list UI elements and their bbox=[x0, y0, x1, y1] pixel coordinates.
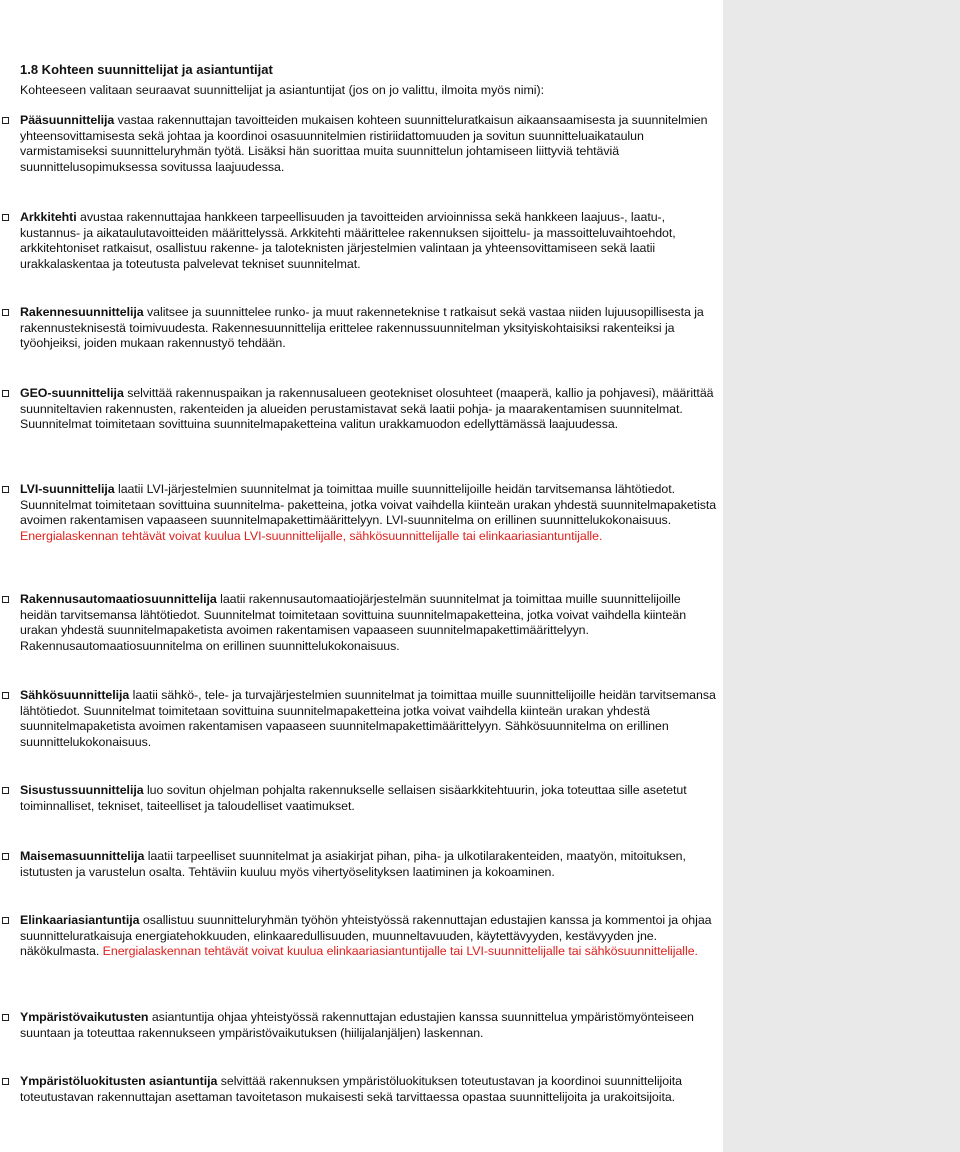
comment-margin-pane bbox=[723, 0, 960, 1152]
item-text: laatii rakennusautomaatiojärjestelmän suunnitelmat ja toimittaa muille suunnittelijoille heidän tarvitsemansa lähtötiedot. Suunnitelmat toimitetaan sovittuina suunnitelmapaketteina, jotka voivat vaihdella kiinteän urakan yhdestä suunnitelmapaketista avoimen rakentamisen vapaaseen suunnitelmapakettimäärittelyyn. Rakennusautomaatiosuunnitelma on erillinen suunnittelukokonaisuus. bbox=[20, 592, 687, 653]
item-paragraph bbox=[20, 386, 720, 433]
item-paragraph bbox=[20, 849, 720, 880]
checkbox-bullet-icon bbox=[2, 309, 9, 316]
item-paragraph bbox=[20, 1074, 720, 1105]
checkbox-bullet-icon bbox=[2, 486, 9, 493]
item-paragraph bbox=[20, 913, 720, 960]
item-title: Pääsuunnittelija bbox=[20, 113, 115, 127]
checkbox-bullet-icon bbox=[2, 390, 9, 397]
item-text: vastaa rakennuttajan tavoitteiden mukaisen kohteen suunnitteluratkaisun aikaansaamisesta ja suunnitelmien yhteensovittamisesta sekä johtaa ja koordinoi osasuunnitelmien ristiriidattomuuden ja sovitun suunnitteluaikataulun varmistamiseksi suunnitteluryhmän työtä. Lisäksi hän suorittaa muita suunnittelun johtamiseen liittyviä tehtäviä suunnittelusopimuksessa sovitussa laajuudessa. bbox=[20, 113, 708, 174]
item-text: laatii LVI-järjestelmien suunnitelmat ja toimittaa muille suunnittelijoille heidän tarvitsemansa lähtötiedot. Suunnitelmat toimitetaan sovittuina suunnitelma- paketteina, jotka voivat vaihdella kiinteän urakan yhdestä suunnitelmapaketista avoimen rakentamisen vapaaseen suunnitelmapakettimäärittelyyn. LVI-suunnitelma on erillinen suunnittelukokonaisuus. bbox=[20, 482, 717, 527]
item-title: LVI-suunnittelija bbox=[20, 482, 115, 496]
checkbox-bullet-icon bbox=[2, 596, 9, 603]
item-paragraph bbox=[20, 783, 720, 814]
checkbox-bullet-icon bbox=[2, 214, 9, 221]
item-text: valitsee ja suunnittelee runko- ja muut rakenneteknise t ratkaisut sekä vastaa niiden lujuusopillisesta ja rakennusteknisestä toimivuudesta. Rakennesuunnittelija erittelee rakennussuunnitelman yksityiskohtaisiksi rakenteiksi ja työohjeiksi, joiden mukaan rakennustyö tehdään. bbox=[20, 305, 704, 350]
section-heading: 1.8 Kohteen suunnittelijat ja asiantuntijat bbox=[20, 62, 273, 77]
item-paragraph bbox=[20, 1010, 720, 1041]
section-intro: Kohteeseen valitaan seuraavat suunnittelijat ja asiantuntijat (jos on jo valittu, ilmoita myös nimi): bbox=[20, 83, 545, 97]
item-paragraph bbox=[20, 592, 720, 654]
item-paragraph bbox=[20, 482, 720, 544]
item-title: Rakennusautomaatiosuunnittelija bbox=[20, 592, 217, 606]
checkbox-bullet-icon bbox=[2, 787, 9, 794]
item-paragraph bbox=[20, 113, 720, 175]
item-text: luo sovitun ohjelman pohjalta rakennukselle sellaisen sisäarkkitehtuurin, joka toteuttaa sille asetetut toiminnalliset, tekniset, taiteelliset ja taloudelliset vaatimukset. bbox=[20, 783, 687, 813]
item-text: selvittää rakennuspaikan ja rakennusalueen geotekniset olosuhteet (maaperä, kallio ja pohjavesi), määrittää suunniteltavien rakennusten, rakenteiden ja alueiden perustamistavat sekä laatii pohja- ja maarakentamisen suunnitelmat. Suunnitelmat toimitetaan sovittuina suunnitelmapaketteina valitun urakkamuodon edellyttämässä laajuudessa. bbox=[20, 386, 714, 431]
item-text: osallistuu suunnitteluryhmän työhön yhteistyössä rakennuttajan edustajien kanssa ja kommentoi ja ohjaa suunnitteluratkaisuja energiatehokkuuden, elinkaaredullisuuden, muunneltavuuden, käytettävyyden, kestävyyden jne. näkökulmasta. bbox=[20, 913, 712, 958]
item-title: Arkkitehti bbox=[20, 210, 77, 224]
item-note: Energialaskennan tehtävät voivat kuulua LVI-suunnittelijalle, sähkösuunnittelijalle tai elinkaariasiantuntijalle. bbox=[20, 528, 603, 543]
checkbox-bullet-icon bbox=[2, 692, 9, 699]
item-paragraph bbox=[20, 210, 720, 272]
checkbox-bullet-icon bbox=[2, 117, 9, 124]
checkbox-bullet-icon bbox=[2, 853, 9, 860]
item-text: asiantuntija ohjaa yhteistyössä rakennuttajan edustajien kanssa suunnittelua ympäristömyönteiseen suuntaan ja toteuttaa rakennukseen ympäristövaikutuksen (hiilijalanjäljen) laskennan. bbox=[20, 1010, 694, 1040]
checkbox-bullet-icon bbox=[2, 1078, 9, 1085]
item-paragraph bbox=[20, 305, 720, 352]
item-text: selvittää rakennuksen ympäristöluokituksen toteutustavan ja koordinoi suunnittelijoita toteutustavan rakennuttajan asettaman tavoitetason mukaisesti sekä tarvittaessa opastaa suunnittelijoita ja urakoitsijoita. bbox=[20, 1074, 683, 1104]
item-title: Ympäristövaikutusten bbox=[20, 1010, 149, 1024]
item-text: laatii sähkö-, tele- ja turvajärjestelmien suunnitelmat ja toimittaa muille suunnittelijoille heidän tarvitsemansa lähtötiedot. Suunnitelmat toimitetaan sovittuina suunnitelmapaketteina jotka voivat vaihdella kiinteän urakan yhdestä suunnitelmapaketista avoimen rakentamisen vapaaseen suunnitelmapakettimäärittelyyn. Sähkösuunnitelma on erillinen suunnittelukokonaisuus. bbox=[20, 688, 716, 749]
item-note: Energialaskennan tehtävät voivat kuulua elinkaariasiantuntijalle tai LVI-suunnittelijalle tai sähkösuunnittelijalle. bbox=[102, 944, 698, 958]
item-title: Sisustussuunnittelija bbox=[20, 783, 144, 797]
checkbox-bullet-icon bbox=[2, 1014, 9, 1021]
item-title: Ympäristöluokitusten asiantuntija bbox=[20, 1074, 218, 1088]
item-title: Elinkaariasiantuntija bbox=[20, 913, 140, 927]
item-title: Sähkösuunnittelija bbox=[20, 688, 130, 702]
item-title: GEO-suunnittelija bbox=[20, 386, 124, 400]
item-paragraph bbox=[20, 688, 720, 750]
item-title: Maisemasuunnittelija bbox=[20, 849, 145, 863]
item-title: Rakennesuunnittelija bbox=[20, 305, 144, 319]
item-text: laatii tarpeelliset suunnitelmat ja asiakirjat pihan, piha- ja ulkotilarakenteiden, maatyön, mitoituksen, istutusten ja varustelun osalta. Tehtäviin kuuluu myös vihertyöselityksen laatiminen ja kokoaminen. bbox=[20, 849, 686, 879]
checkbox-bullet-icon bbox=[2, 917, 9, 924]
item-text: avustaa rakennuttajaa hankkeen tarpeellisuuden ja tavoitteiden arvioinnissa sekä hankkeen laajuus-, laatu-, kustannus- ja aikataulutavoitteiden määrittelyssä. Arkkitehti määrittelee rakennuksen sijoittelu- ja massoitteluvaihtoehdot, arkkitehtoniset ratkaisut, osallistuu rakenne- ja taloteknisten järjestelmien valintaan ja yhteensovittamiseen sekä laatii urakkalaskentaa ja toteutusta palvelevat tekniset suunnitelmat. bbox=[20, 210, 676, 271]
